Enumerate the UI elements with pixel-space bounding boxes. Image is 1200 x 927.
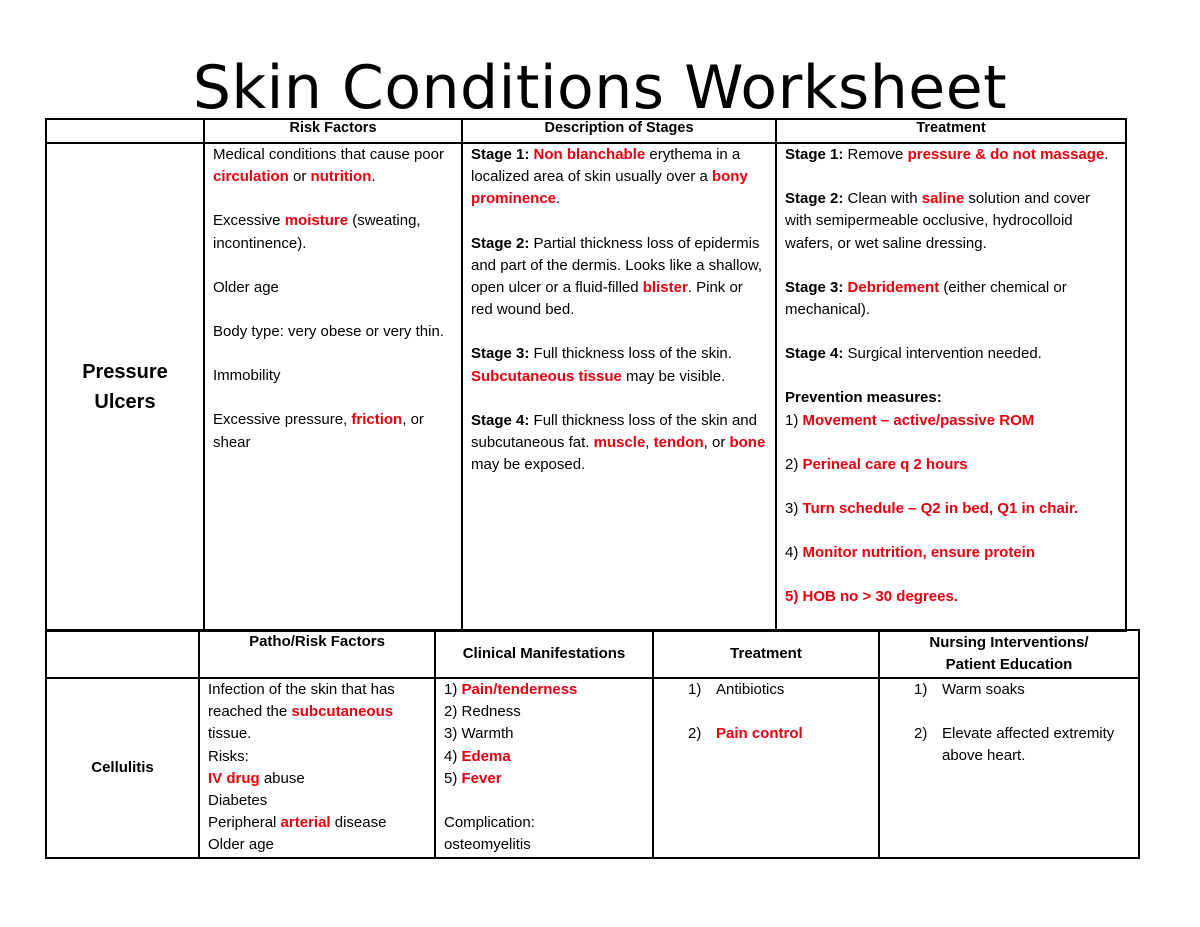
page-title: Skin Conditions Worksheet — [192, 53, 1008, 123]
row-label-pressure-ulcers — [46, 143, 204, 631]
header-description-of-stages: Description of Stages — [462, 119, 776, 143]
header-line: Patient Education — [945, 656, 1073, 673]
pressure-ulcers-table — [45, 118, 1127, 632]
treatment-cell — [776, 143, 1126, 631]
complication: Complication: osteomyelitis — [444, 814, 535, 854]
list-item: 3) Warmth — [444, 725, 514, 743]
patho-line: Risks: — [208, 747, 249, 765]
prevention-item: 5) HOB no > 30 degrees. — [785, 588, 958, 606]
list-item: 2) Elevate affected extremity above heart. — [914, 725, 1115, 765]
prevention-item: Movement – active/passive ROM — [802, 411, 1035, 429]
header-clinical-manifestations: Clinical Manifestations — [435, 630, 653, 678]
treatment-stage-1: Stage 1: Remove pressure & do not massage. — [785, 146, 1109, 163]
row-label-cellulitis: Cellulitis — [46, 678, 199, 858]
treatment-stage-4: Stage 4: Surgical intervention needed. — [785, 345, 1042, 363]
table-header-row — [46, 630, 1139, 678]
risk-factor-older-age: Older age — [213, 278, 279, 296]
table-row — [46, 143, 1126, 631]
patho-line: Diabetes — [208, 792, 268, 810]
header-empty — [46, 630, 199, 678]
stage-4-description: Stage 4: Full thickness loss of the skin and subcutaneous fat. muscle, tendon, or bone may be exposed. — [471, 411, 766, 474]
header-treatment: Treatment — [776, 119, 1126, 143]
risk-factor-moisture: Excessive moisture (sweating, incontinence). — [213, 212, 421, 252]
header-nursing-interventions — [879, 630, 1139, 678]
risk-factors-cell — [204, 143, 462, 631]
header-line: Nursing Interventions/ — [929, 634, 1089, 651]
patho-risk-cell — [199, 678, 435, 858]
row-label-line: Ulcers — [94, 391, 156, 413]
stages-cell — [462, 143, 776, 631]
patho-line: Infection of the skin that has reached the subcutaneous tissue. — [208, 681, 395, 743]
list-item: 5) Fever — [444, 769, 502, 787]
header-patho-risk-factors: Patho/Risk Factors — [199, 630, 435, 678]
stage-2-description: Stage 2: Partial thickness loss of epidermis and part of the dermis. Looks like a shallow, open ulcer or a fluid-filled blister. Pink or red wound bed. — [471, 234, 762, 319]
cellulitis-treatment-cell — [653, 678, 879, 858]
patho-line: IV drug abuse — [208, 769, 305, 787]
prevention-measures: Prevention measures: 1) Movement – active/passive ROM — [785, 389, 1035, 429]
stage-1-description: Stage 1: Non blanchable erythema in a localized area of skin usually over a bony prominence. — [471, 146, 748, 208]
prevention-item: 2) Perineal care q 2 hours — [785, 455, 968, 473]
patho-line: Older age — [208, 836, 274, 854]
table-row — [46, 678, 1139, 858]
list-item: 1) Warm soaks — [914, 681, 1025, 698]
prevention-item: 4) Monitor nutrition, ensure protein — [785, 544, 1036, 562]
risk-factor-pressure: Excessive pressure, friction, or shear — [213, 411, 424, 451]
nursing-interventions-cell — [879, 678, 1139, 858]
list-item: 4) Edema — [444, 747, 511, 765]
manifestations-cell — [435, 678, 653, 858]
patho-line: Peripheral arterial disease — [208, 814, 387, 832]
list-item: 1) Pain/tenderness — [444, 681, 578, 698]
risk-factor-circulation: Medical conditions that cause poor circulation or nutrition. — [213, 146, 444, 186]
table-header-row — [46, 119, 1126, 143]
treatment-stage-3: Stage 3: Debridement (either chemical or mechanical). — [785, 278, 1067, 319]
list-item: 2) Redness — [444, 703, 521, 721]
prevention-item: 3) Turn schedule – Q2 in bed, Q1 in chair. — [785, 500, 1079, 518]
cellulitis-table — [45, 629, 1140, 859]
header-treatment: Treatment — [653, 630, 879, 678]
risk-factor-body-type: Body type: very obese or very thin. — [213, 323, 444, 341]
stage-3-description: Stage 3: Full thickness loss of the skin. Subcutaneous tissue may be visible. — [471, 345, 732, 385]
treatment-stage-2: Stage 2: Clean with saline solution and cover with semipermeable occlusive, hydrocolloid wafers, or wet saline dressing. — [785, 190, 1091, 252]
header-risk-factors: Risk Factors — [204, 119, 462, 143]
risk-factor-immobility: Immobility — [213, 367, 281, 385]
header-empty — [46, 119, 204, 143]
prevention-label: Prevention measures: — [785, 389, 942, 407]
list-item: 1) Antibiotics — [688, 681, 785, 698]
row-label-line: Pressure — [82, 361, 168, 383]
list-item: 2) Pain control — [688, 725, 803, 743]
